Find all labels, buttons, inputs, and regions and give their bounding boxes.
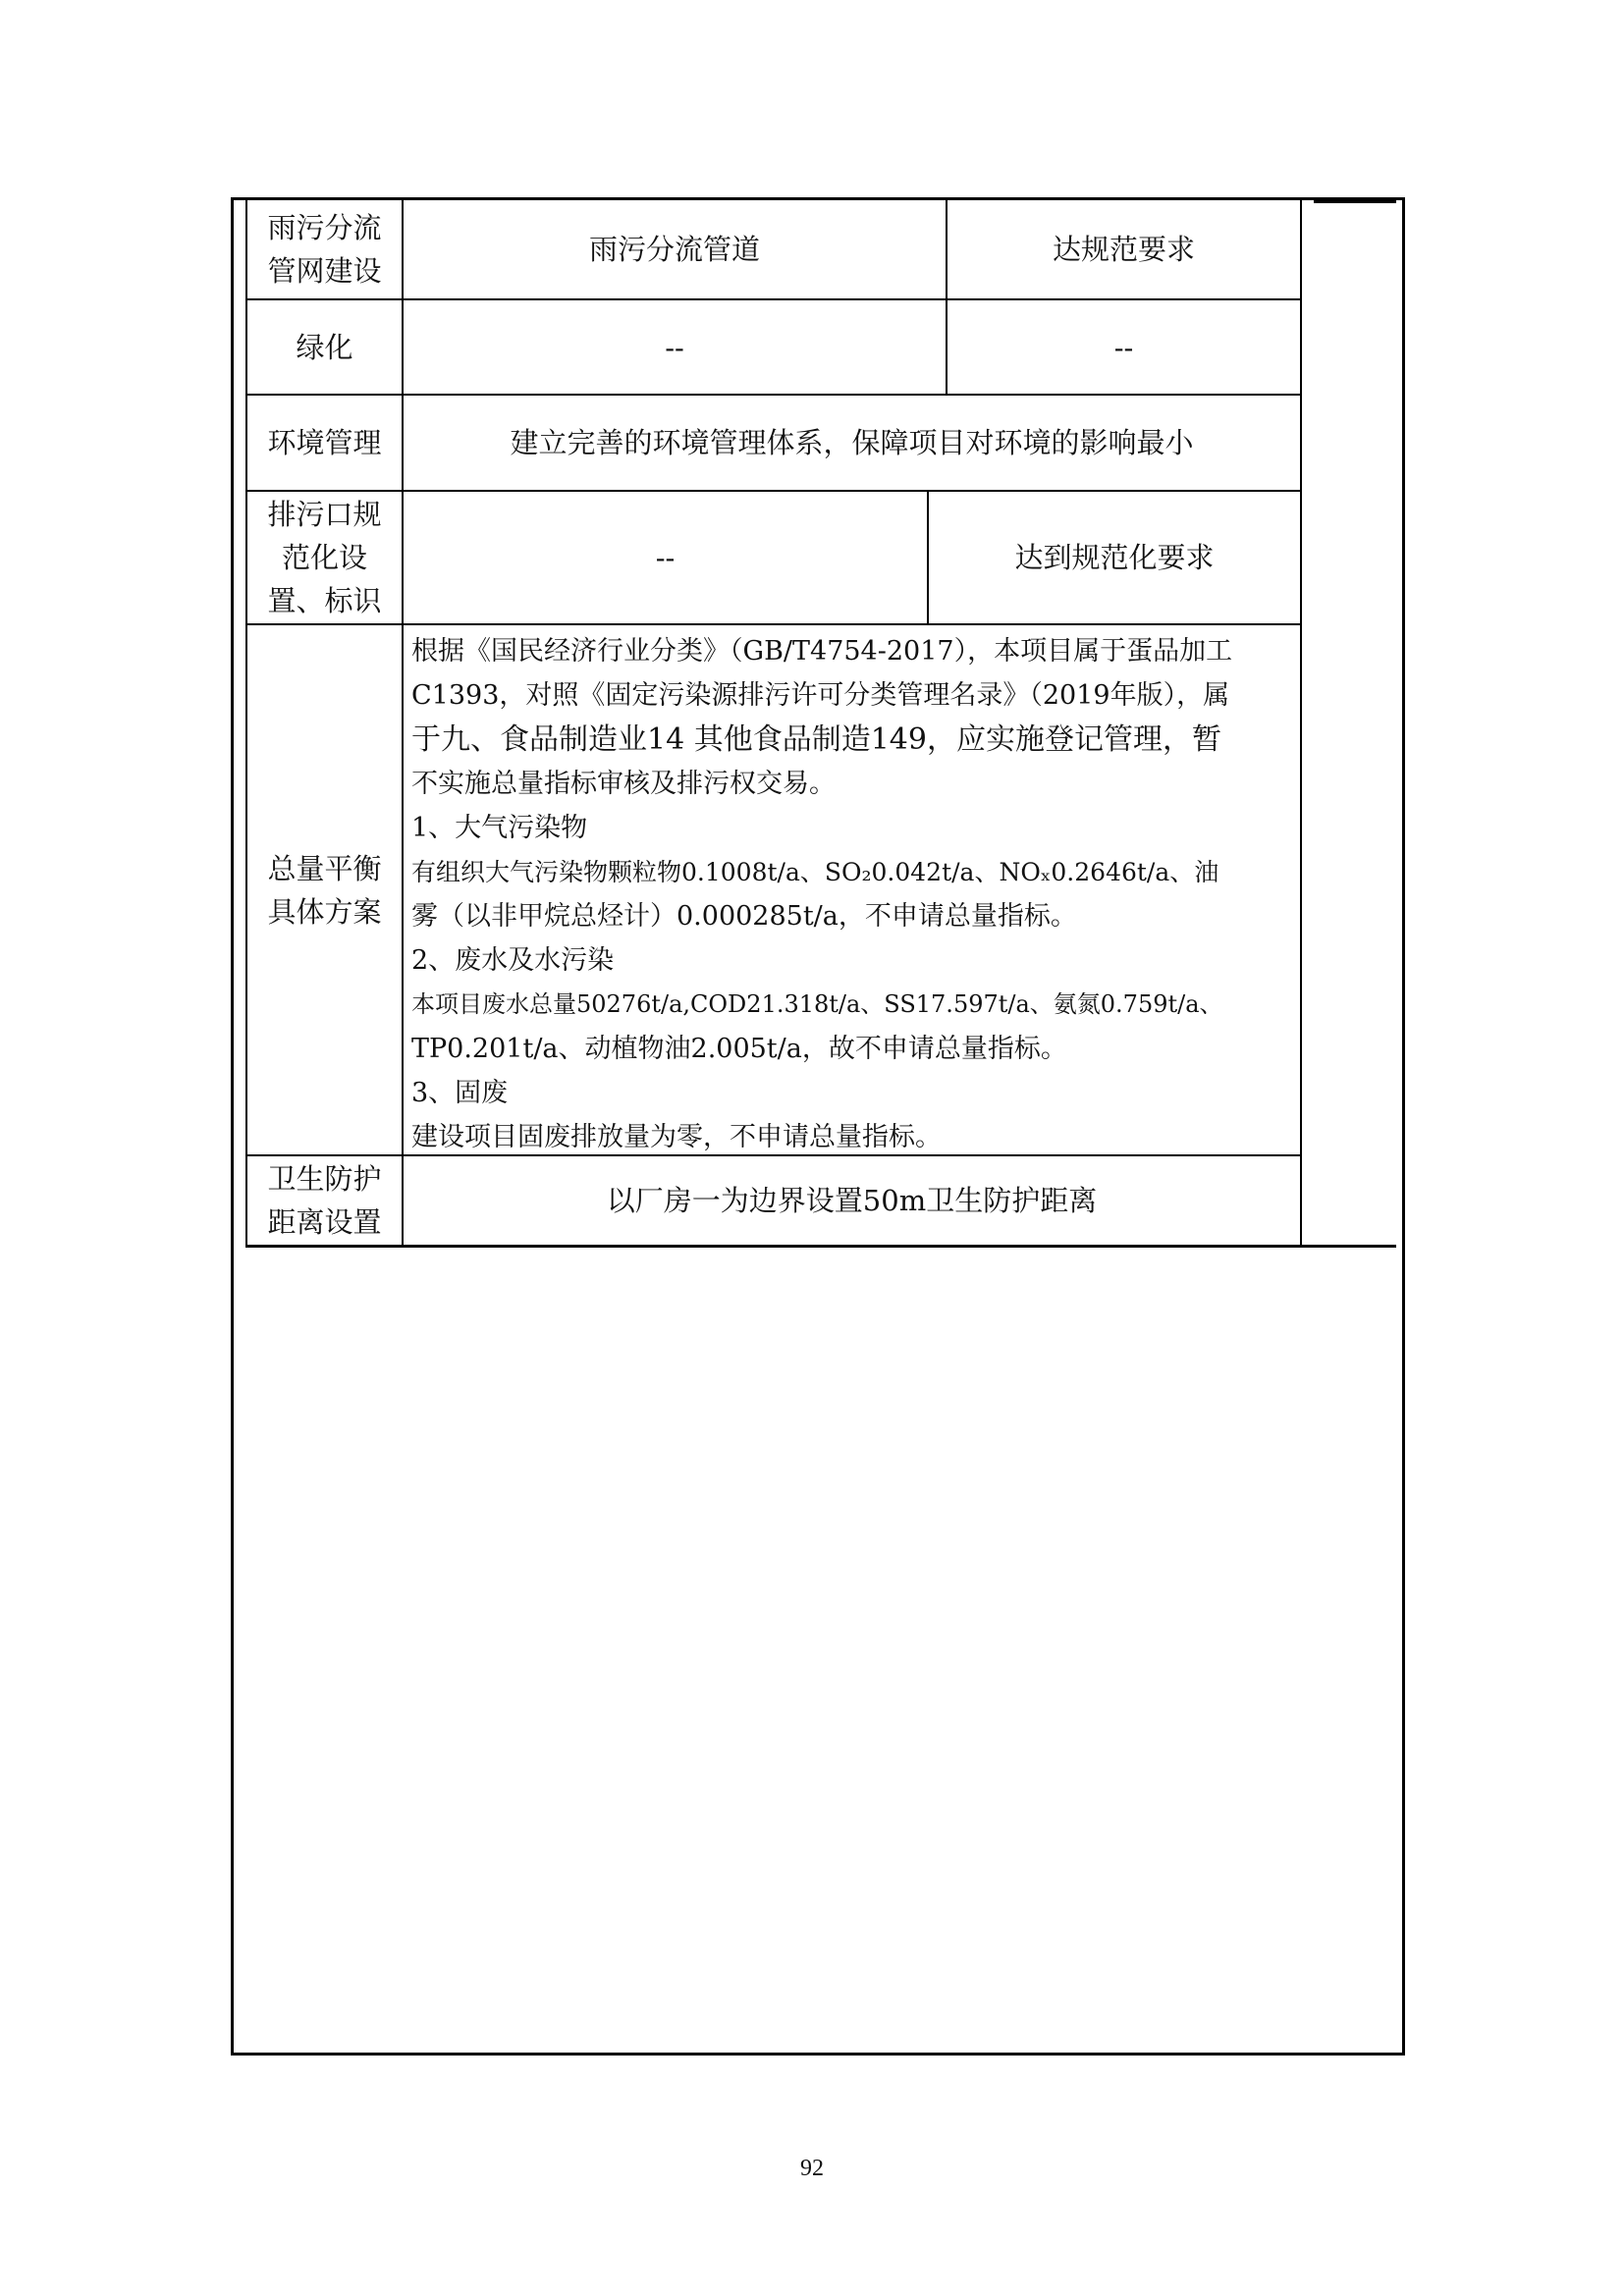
total-balance-line: 雾（以非甲烷总烃计）0.000285t/a，不申请总量指标。	[411, 901, 1077, 932]
env-management-text: 建立完善的环境管理体系，保障项目对环境的影响最小	[510, 426, 1194, 459]
outlet-measure	[404, 492, 927, 623]
env-management-label-cell	[247, 396, 402, 490]
outlet-label-line2: 范化设	[281, 541, 367, 574]
health-protection-label-line1: 卫生防护	[267, 1162, 382, 1196]
stormwater-requirement	[947, 200, 1300, 298]
outlet-label-line3: 置、标识	[267, 584, 382, 617]
total-balance-line: TP0.201t/a、动植物油2.005t/a，故不申请总量指标。	[411, 1034, 1067, 1064]
outlet-label-cell	[247, 492, 402, 623]
greening-requirement	[947, 300, 1300, 394]
env-management-label: 环境管理	[267, 426, 382, 459]
total-balance-line: 建设项目固废排放量为零，不申请总量指标。	[411, 1122, 942, 1152]
greening-label: 绿化	[296, 330, 353, 364]
health-protection-label-cell	[247, 1156, 402, 1245]
total-balance-label-cell	[247, 625, 402, 1154]
total-balance-line: 于九、食品制造业14 其他食品制造149，应实施登记管理，暂	[411, 722, 1221, 757]
stormwater-measure-text: 雨污分流管道	[588, 233, 760, 266]
greening-measure	[404, 300, 946, 394]
health-protection-content	[404, 1156, 1300, 1245]
outlet-requirement	[929, 492, 1300, 623]
total-balance-content	[411, 629, 1300, 1159]
stormwater-measure	[404, 200, 946, 298]
stormwater-requirement-text: 达规范要求	[1052, 233, 1195, 266]
table-bottom-rule	[245, 1245, 1396, 1248]
total-balance-line: 本项目废水总量50276t/a,COD21.318t/a、SS17.597t/a、氨氮0.759t/a、	[411, 990, 1223, 1018]
greening-measure-text: --	[665, 330, 684, 364]
outlet-label-line1: 排污口规	[267, 498, 382, 531]
total-balance-label-line1: 总量平衡	[267, 851, 382, 885]
total-balance-line: 2、废水及水污染	[411, 945, 615, 976]
health-protection-label-line2: 距离设置	[267, 1205, 382, 1239]
stormwater-label-line2: 管网建设	[267, 254, 382, 288]
total-balance-line: 不实施总量指标审核及排污权交易。	[411, 769, 836, 799]
total-balance-line: 根据《国民经济行业分类》（GB/T4754-2017），本项目属于蛋品加工	[411, 636, 1233, 667]
total-balance-line: 有组织大气污染物颗粒物0.1008t/a、SO₂0.042t/a、NOₓ0.2646t/a、油	[411, 858, 1219, 886]
greening-label-cell	[247, 300, 402, 394]
total-balance-line: 1、大气污染物	[411, 813, 588, 843]
greening-requirement-text: --	[1113, 330, 1134, 364]
row-divider	[245, 623, 1300, 625]
env-management-content	[404, 396, 1300, 490]
stormwater-label-line1: 雨污分流	[267, 211, 382, 244]
table-right-line	[1300, 200, 1302, 1246]
outlet-measure-text: --	[655, 541, 676, 574]
page-number: 92	[800, 2156, 824, 2181]
total-balance-line: 3、固废	[411, 1078, 509, 1108]
total-balance-label-line2: 具体方案	[267, 894, 382, 929]
stormwater-label-cell	[247, 200, 402, 298]
outlet-requirement-text: 达到规范化要求	[1014, 541, 1215, 574]
total-balance-line: C1393，对照《固定污染源排污许可分类管理名录》（2019年版），属	[411, 680, 1230, 711]
health-protection-text: 以厂房一为边界设置50m卫生防护距离	[606, 1184, 1098, 1217]
top-edge-line	[1314, 200, 1396, 203]
